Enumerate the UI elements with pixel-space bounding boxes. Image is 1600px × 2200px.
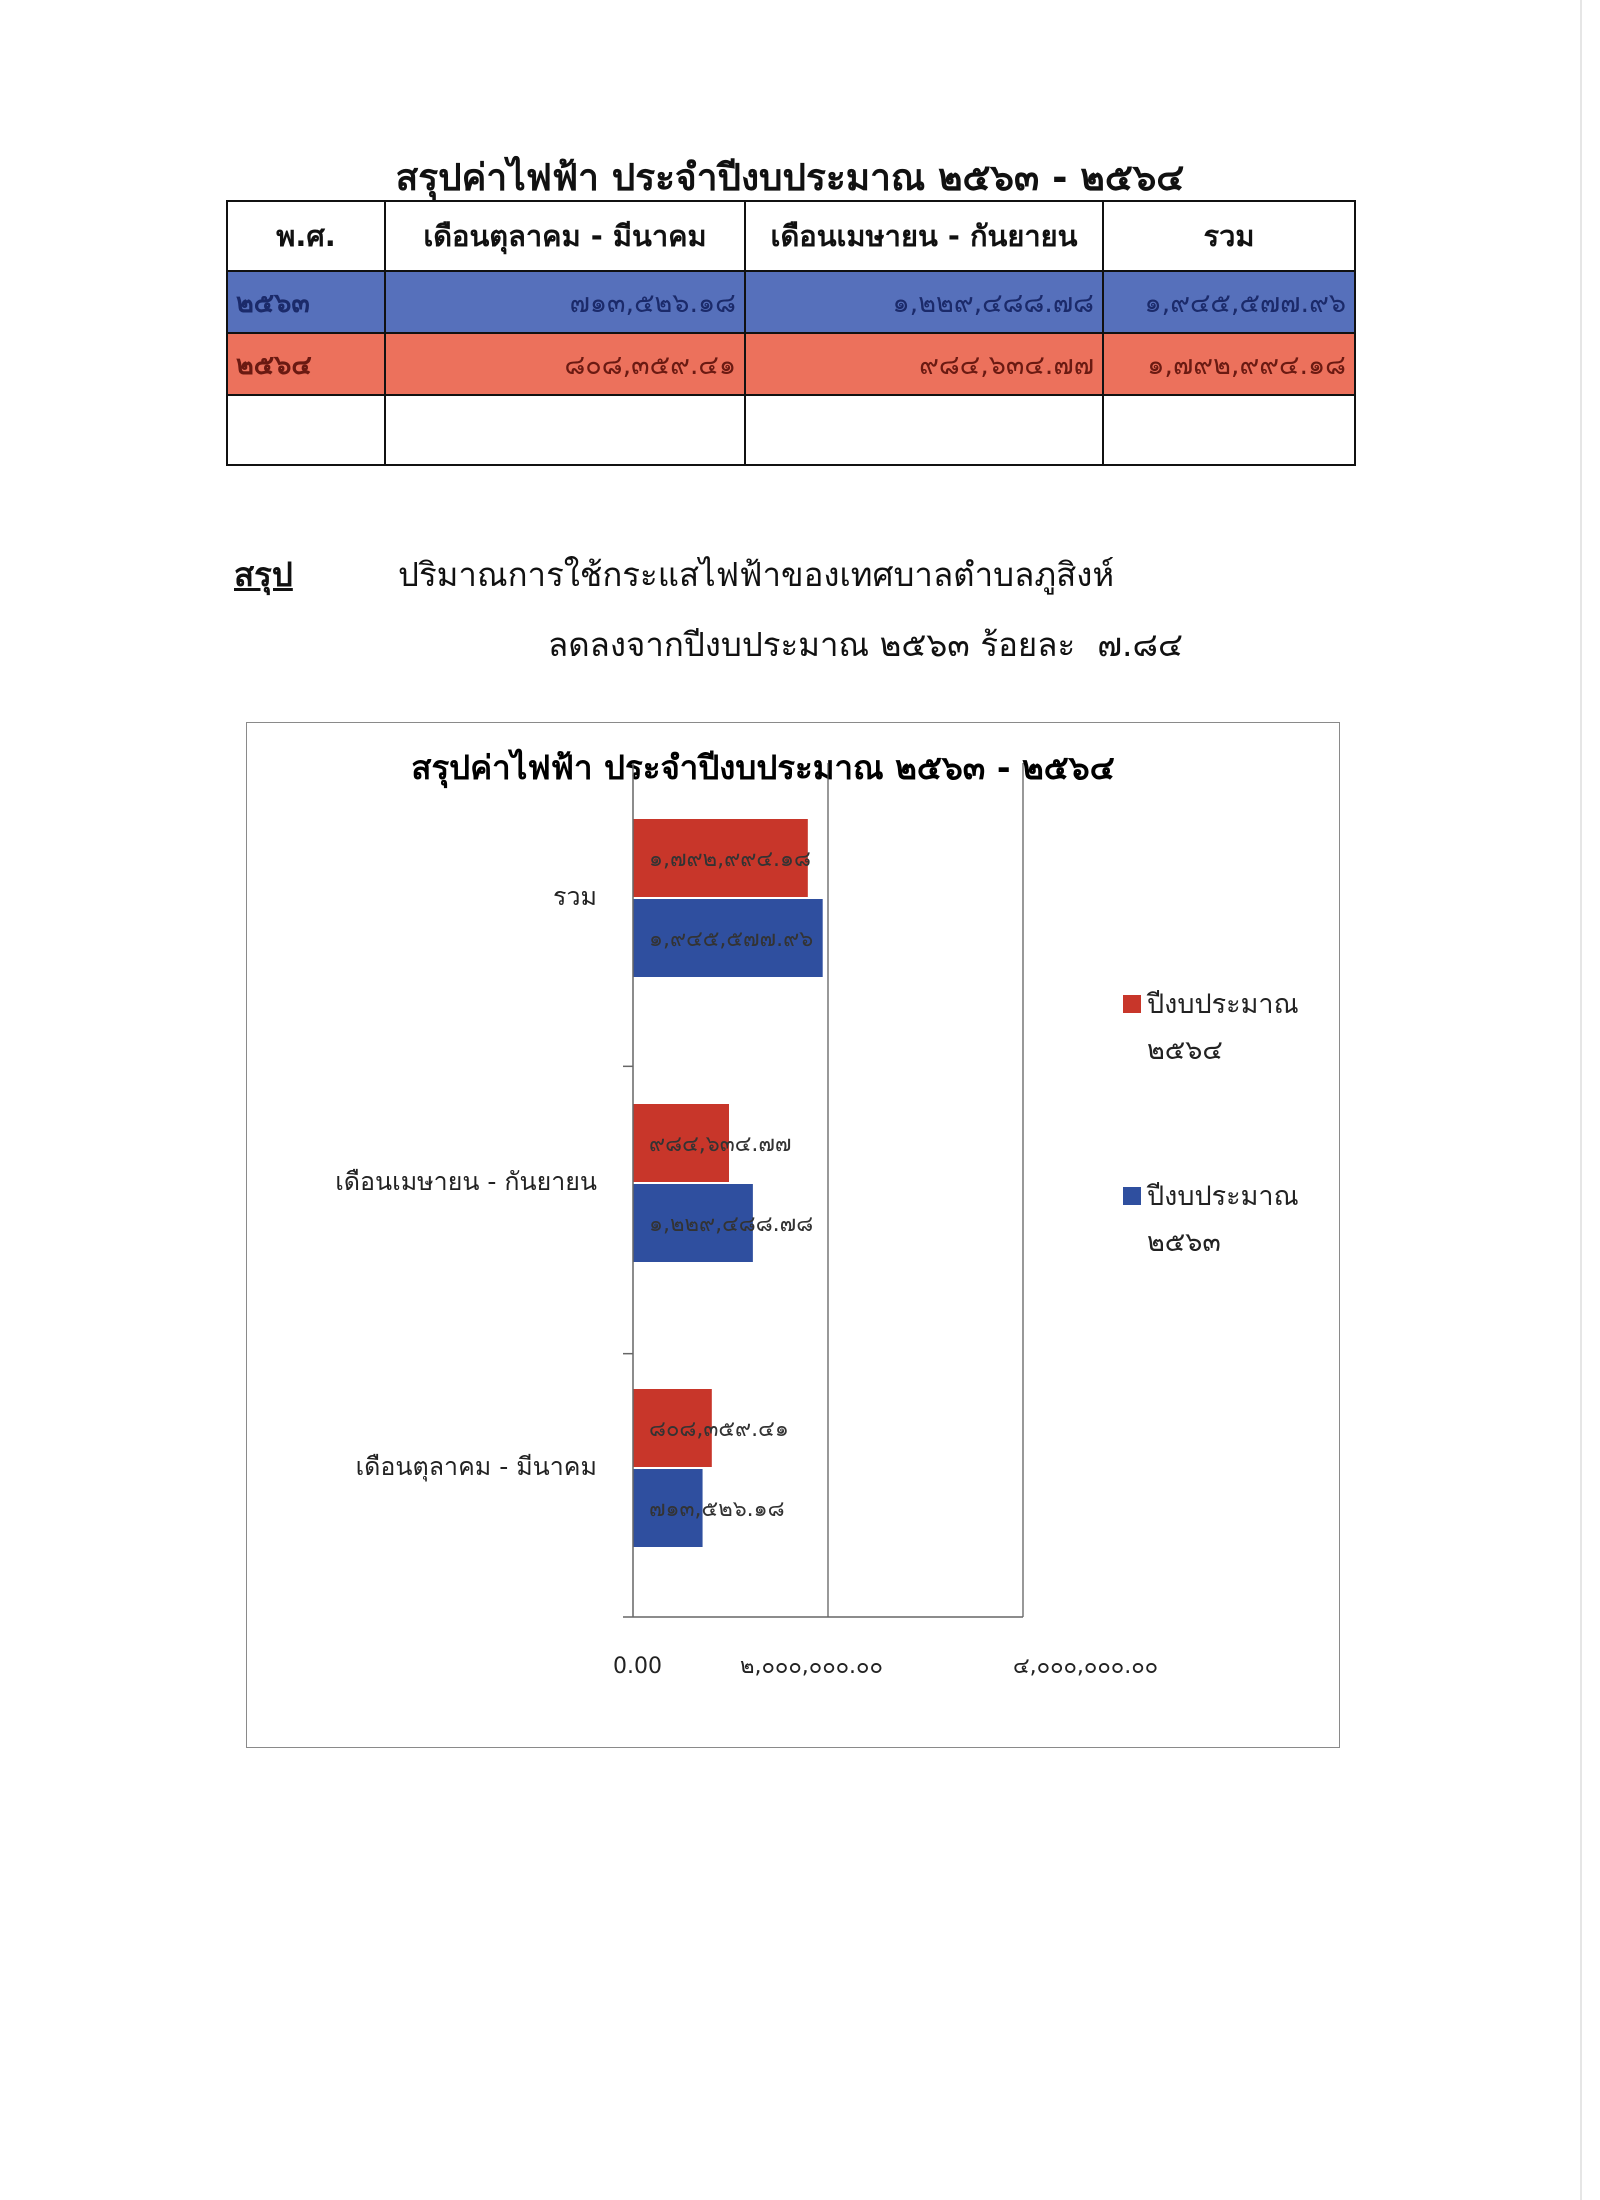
empty-cell xyxy=(745,395,1103,465)
cell-oct-mar: ๗๑๓,๕๒๖.๑๘ xyxy=(385,271,745,333)
data-label: ๗๑๓,๕๒๖.๑๘ xyxy=(649,1497,785,1522)
cell-oct-mar: ๘๐๘,๓๕๙.๔๑ xyxy=(385,333,745,395)
cell-total: ๑,๙๔๕,๕๗๗.๙๖ xyxy=(1103,271,1355,333)
table-header-row xyxy=(227,201,1355,271)
data-label: ๙๘๔,๖๓๔.๗๗ xyxy=(649,1132,792,1157)
data-label: ๘๐๘,๓๕๙.๔๑ xyxy=(649,1417,789,1442)
table-row-empty xyxy=(227,395,1355,465)
category-label: รวม xyxy=(553,882,597,911)
tick-label: ๒,๐๐๐,๐๐๐.๐๐ xyxy=(740,1654,883,1679)
legend-swatch xyxy=(1123,1187,1141,1205)
header-oct-mar: เดือนตุลาคม - มีนาคม xyxy=(385,201,745,271)
cell-year: ๒๕๖๔ xyxy=(227,333,385,395)
legend-label-line: ๒๕๖๔ xyxy=(1147,1035,1223,1066)
summary-decrease-text: ลดลงจากปีงบประมาณ ๒๕๖๓ ร้อยละ xyxy=(548,625,1076,664)
chart-legend xyxy=(1123,989,1299,1258)
summary-line1: ปริมาณการใช้กระแสไฟฟ้าของเทศบาลตำบลภูสิงห์ xyxy=(398,555,1115,594)
header-year: พ.ศ. xyxy=(227,201,385,271)
header-apr-sep: เดือนเมษายน - กันยายน xyxy=(745,201,1103,271)
legend-label-line: ปีงบประมาณ xyxy=(1147,1181,1299,1212)
header-total: รวม xyxy=(1103,201,1355,271)
chart-frame xyxy=(246,722,1340,1748)
legend-label xyxy=(1147,989,1299,1066)
tick-label: ๔,๐๐๐,๐๐๐.๐๐ xyxy=(1013,1654,1159,1679)
page-edge xyxy=(1580,0,1582,2200)
summary-label: สรุป xyxy=(234,555,293,594)
empty-cell xyxy=(1103,395,1355,465)
data-label: ๑,๙๔๕,๕๗๗.๙๖ xyxy=(649,927,814,952)
chart-grid xyxy=(828,763,1023,1617)
data-label: ๑,๒๒๙,๔๘๘.๗๘ xyxy=(649,1212,814,1237)
bar-chart xyxy=(247,723,1341,1749)
category-label: เดือนเมษายน - กันยายน xyxy=(335,1167,597,1196)
cell-year: ๒๕๖๓ xyxy=(227,271,385,333)
empty-cell xyxy=(227,395,385,465)
tick-label: 0.00 xyxy=(613,1654,662,1679)
electricity-summary-table xyxy=(226,200,1356,466)
cell-apr-sep: ๑,๒๒๙,๔๘๘.๗๘ xyxy=(745,271,1103,333)
cell-apr-sep: ๙๘๔,๖๓๔.๗๗ xyxy=(745,333,1103,395)
data-label: ๑,๗๙๒,๙๙๔.๑๘ xyxy=(649,847,811,872)
category-label: เดือนตุลาคม - มีนาคม xyxy=(355,1452,597,1481)
legend-label-line: ๒๕๖๓ xyxy=(1147,1227,1221,1258)
table-row xyxy=(227,271,1355,333)
cell-total: ๑,๗๙๒,๙๙๔.๑๘ xyxy=(1103,333,1355,395)
document-title: สรุปค่าไฟฟ้า ประจำปีงบประมาณ ๒๕๖๓ - ๒๕๖๔ xyxy=(395,156,1185,199)
legend-label xyxy=(1147,1181,1299,1258)
chart-bars xyxy=(633,819,823,1547)
legend-label-line: ปีงบประมาณ xyxy=(1147,989,1299,1020)
chart-title: สรุปค่าไฟฟ้า ประจำปีงบประมาณ ๒๕๖๓ - ๒๕๖๔ xyxy=(411,748,1115,787)
table-row xyxy=(227,333,1355,395)
empty-cell xyxy=(385,395,745,465)
legend-swatch xyxy=(1123,995,1141,1013)
summary-percent: ๗.๘๔ xyxy=(1097,625,1183,664)
summary-line2 xyxy=(548,618,1183,671)
